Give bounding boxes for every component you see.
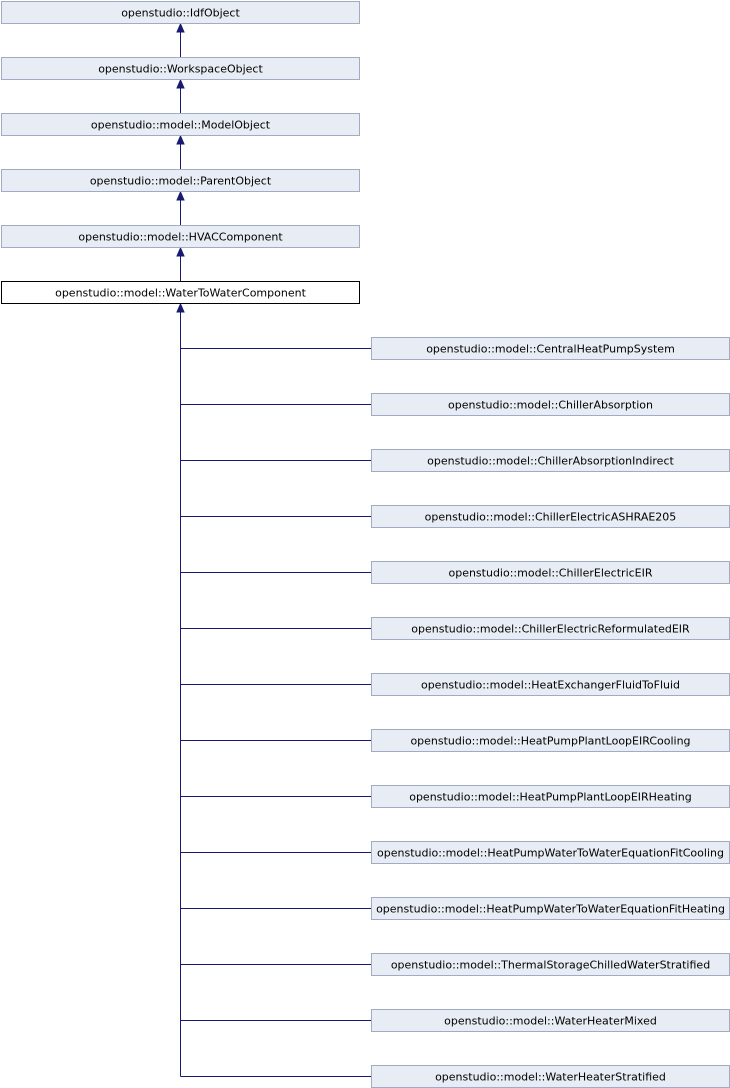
class-node-openstudio-model-heat-exchanger-fluid-to-fluid-label: openstudio::model::HeatExchangerFluidToFluid [420, 678, 681, 692]
inheritance-arrowhead [177, 248, 184, 256]
class-node-openstudio-model-chiller-absorption-indirect-label: openstudio::model::ChillerAbsorptionIndirect [427, 454, 674, 468]
class-node-openstudio-model-heat-pump-water-to-water-equation-fit-heating[interactable] [372, 898, 730, 920]
class-node-openstudio-model-heat-pump-water-to-water-equation-fit-cooling-label: openstudio::model::HeatPumpWaterToWaterEquationFitCooling [377, 846, 724, 860]
class-node-openstudio-model-hvac-component-label: openstudio::model::HVACComponent [78, 230, 283, 244]
class-node-openstudio-model-heat-exchanger-fluid-to-fluid[interactable] [372, 674, 730, 696]
class-node-openstudio-model-water-heater-stratified-label: openstudio::model::WaterHeaterStratified [435, 1070, 666, 1084]
inheritance-arrowhead [177, 192, 184, 200]
class-node-openstudio-idf-object[interactable] [2, 2, 360, 24]
class-node-current[interactable] [2, 282, 360, 304]
class-node-openstudio-model-water-heater-mixed[interactable] [372, 1010, 730, 1032]
class-node-openstudio-model-central-heat-pump-system[interactable] [372, 338, 730, 360]
class-node-openstudio-model-heat-pump-plant-loop-eir-cooling[interactable] [372, 730, 730, 752]
class-node-current-label: openstudio::model::WaterToWaterComponent [55, 286, 306, 300]
class-node-openstudio-model-heat-pump-plant-loop-eir-heating-label: openstudio::model::HeatPumpPlantLoopEIRHeating [409, 790, 692, 804]
class-node-openstudio-model-model-object[interactable] [2, 114, 360, 136]
class-node-openstudio-idf-object-label: openstudio::IdfObject [121, 6, 240, 20]
class-node-openstudio-model-heat-pump-plant-loop-eir-heating[interactable] [372, 786, 730, 808]
class-node-openstudio-model-chiller-absorption-indirect[interactable] [372, 450, 730, 472]
inheritance-arrowhead [177, 304, 184, 312]
class-node-openstudio-model-heat-pump-water-to-water-equation-fit-heating-label: openstudio::model::HeatPumpWaterToWaterEquationFitHeating [376, 902, 725, 916]
class-node-openstudio-model-chiller-absorption-label: openstudio::model::ChillerAbsorption [448, 398, 653, 412]
inheritance-arrowhead [177, 136, 184, 144]
class-node-openstudio-model-chiller-electric-eir-label: openstudio::model::ChillerElectricEIR [448, 566, 653, 580]
class-node-openstudio-model-heat-pump-water-to-water-equation-fit-cooling[interactable] [372, 842, 730, 864]
class-node-openstudio-model-thermal-storage-chilled-water-stratified[interactable] [372, 954, 730, 976]
inheritance-arrowhead [177, 24, 184, 32]
class-node-openstudio-workspace-object-label: openstudio::WorkspaceObject [98, 62, 263, 76]
class-node-openstudio-model-central-heat-pump-system-label: openstudio::model::CentralHeatPumpSystem [426, 342, 675, 356]
class-node-openstudio-model-chiller-electric-ashrae205-label: openstudio::model::ChillerElectricASHRAE205 [424, 510, 677, 524]
class-node-openstudio-model-water-heater-stratified[interactable] [372, 1066, 730, 1088]
class-node-openstudio-model-chiller-electric-eir[interactable] [372, 562, 730, 584]
class-node-openstudio-model-model-object-label: openstudio::model::ModelObject [90, 118, 271, 132]
class-node-openstudio-model-thermal-storage-chilled-water-stratified-label: openstudio::model::ThermalStorageChilledWaterStratified [390, 958, 711, 972]
class-node-openstudio-model-water-heater-mixed-label: openstudio::model::WaterHeaterMixed [444, 1014, 657, 1028]
class-node-openstudio-workspace-object[interactable] [2, 58, 360, 80]
class-node-openstudio-model-parent-object-label: openstudio::model::ParentObject [89, 174, 272, 188]
class-node-openstudio-model-chiller-electric-reformulated-eir-label: openstudio::model::ChillerElectricReformulatedEIR [411, 622, 690, 636]
class-node-openstudio-model-parent-object[interactable] [2, 170, 360, 192]
class-node-openstudio-model-chiller-absorption[interactable] [372, 394, 730, 416]
class-nodes [2, 2, 730, 1088]
class-node-openstudio-model-chiller-electric-ashrae205[interactable] [372, 506, 730, 528]
class-node-openstudio-model-chiller-electric-reformulated-eir[interactable] [372, 618, 730, 640]
inheritance-arrowhead [177, 80, 184, 88]
class-node-openstudio-model-hvac-component[interactable] [2, 226, 360, 248]
class-node-openstudio-model-heat-pump-plant-loop-eir-cooling-label: openstudio::model::HeatPumpPlantLoopEIRCooling [410, 734, 691, 748]
